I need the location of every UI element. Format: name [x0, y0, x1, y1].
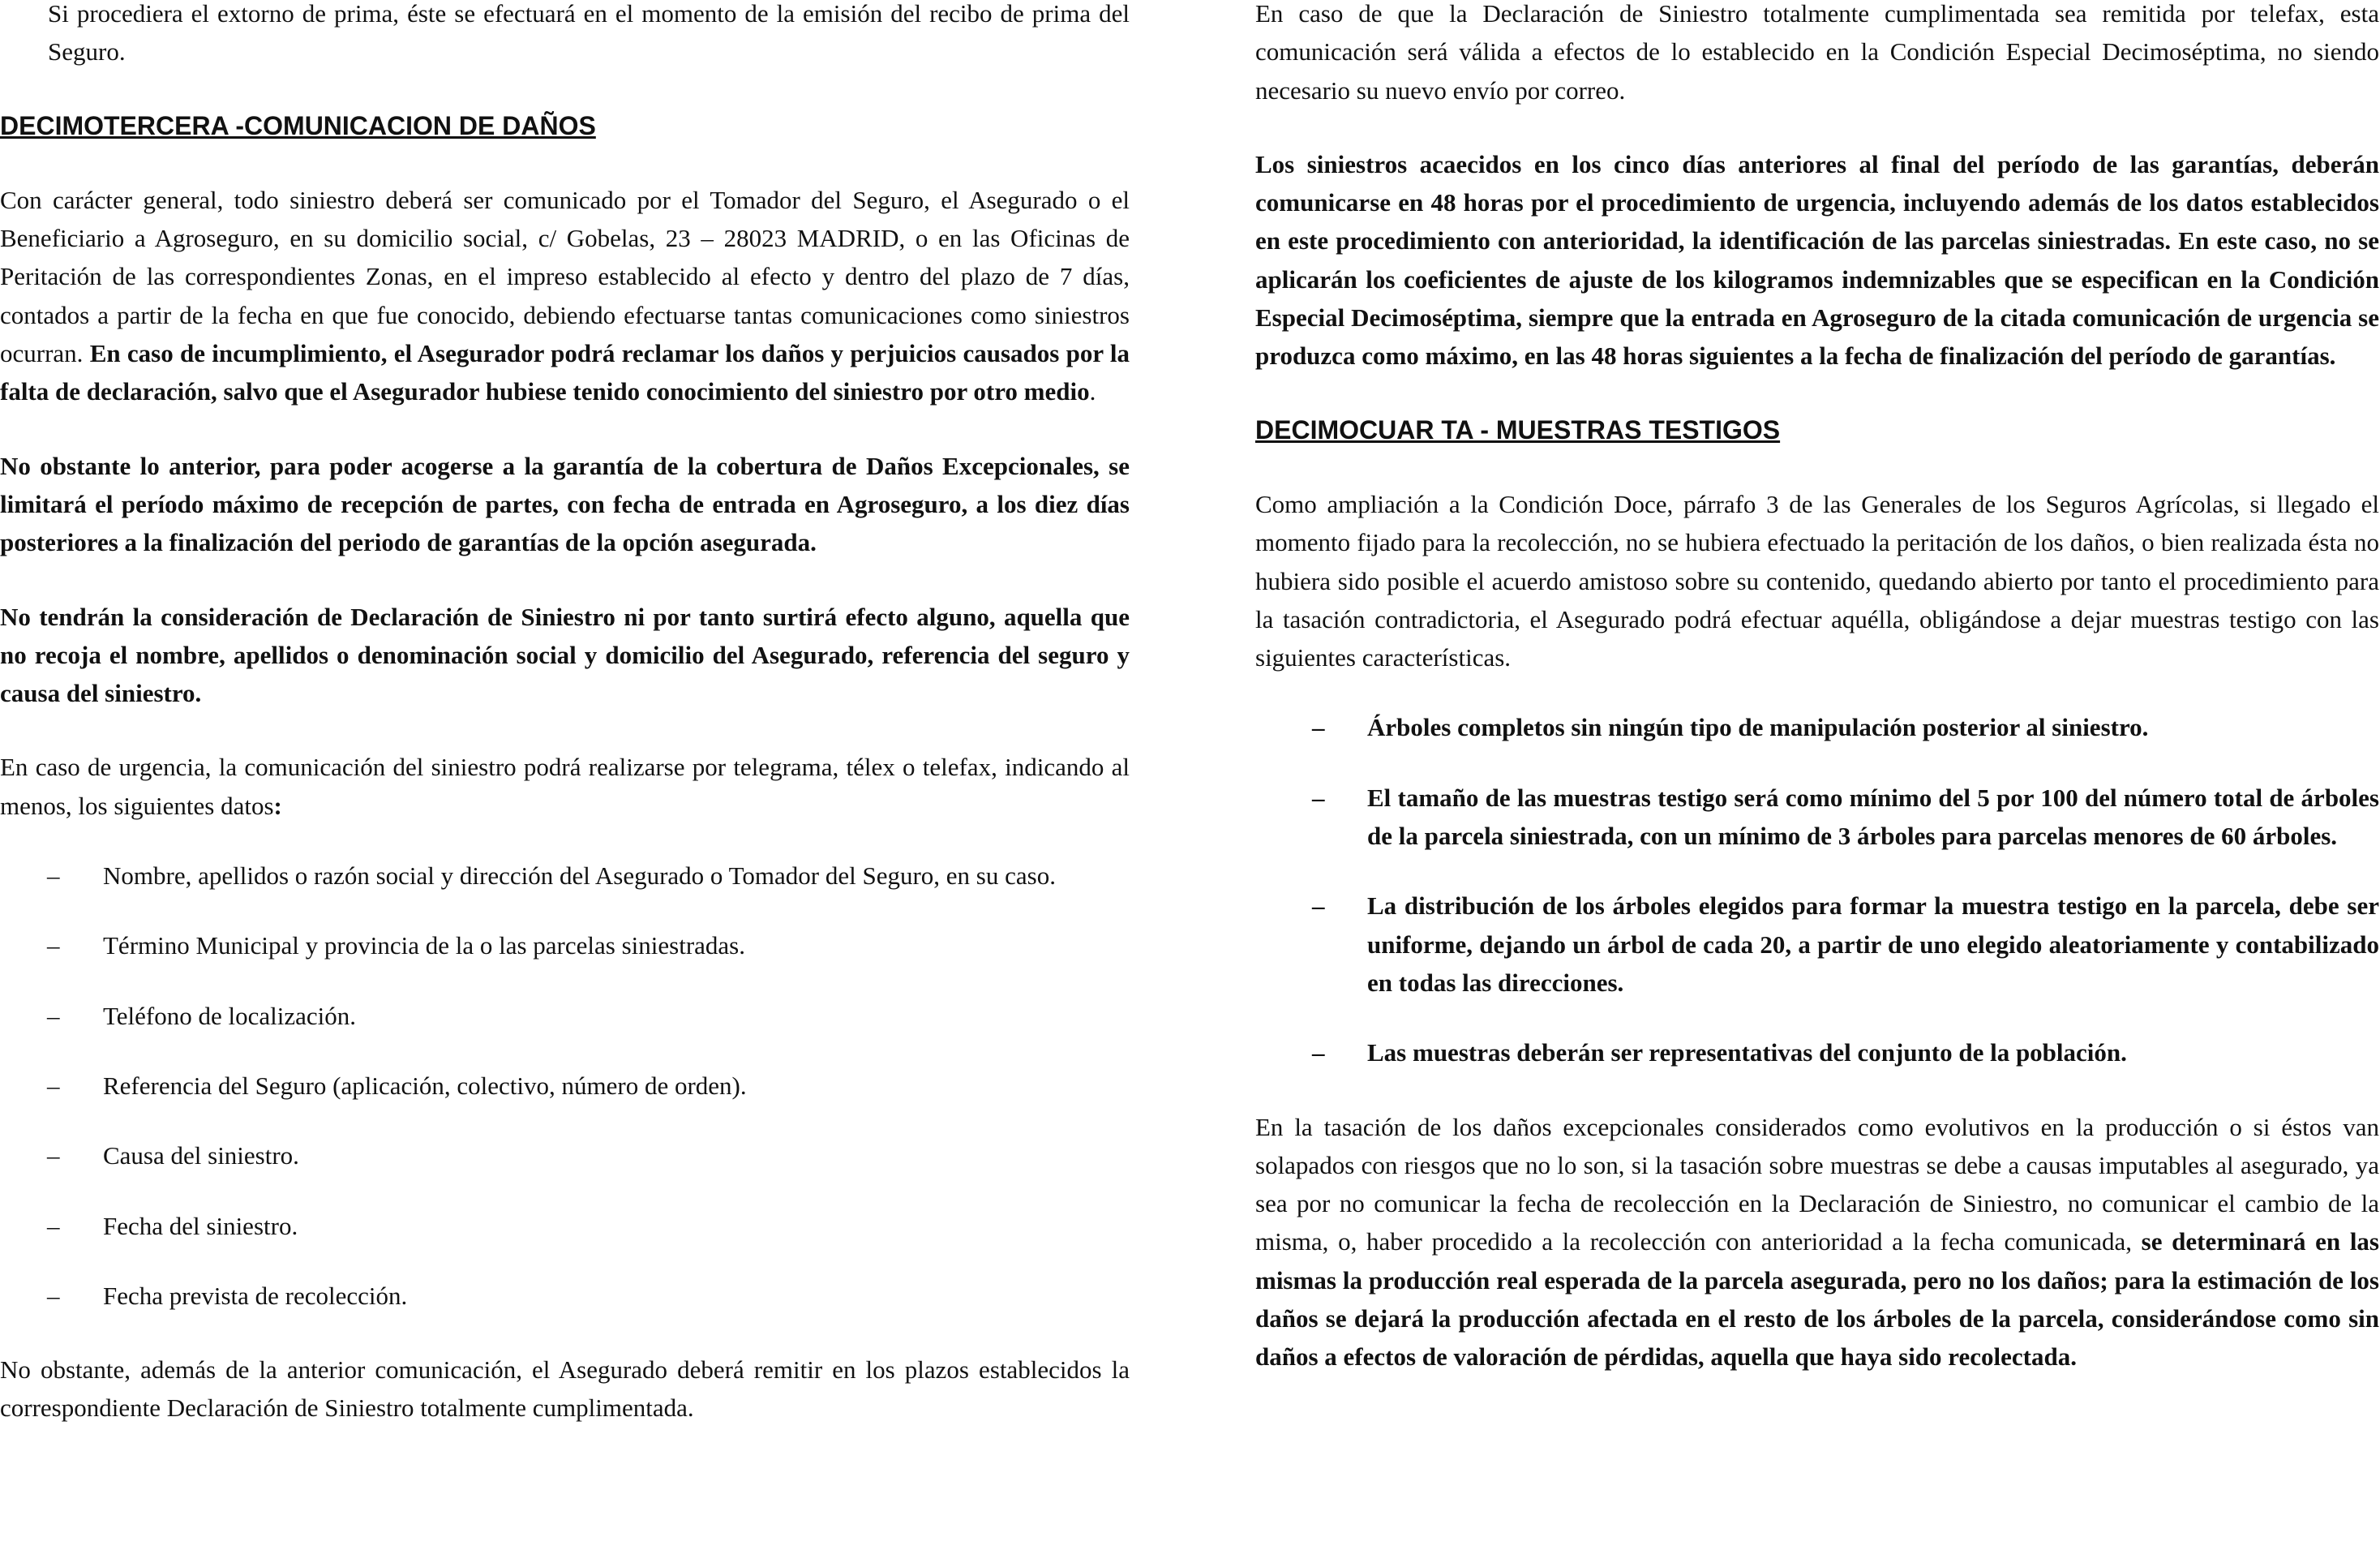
notification-end: .	[1089, 377, 1096, 406]
dash-marker: –	[1312, 891, 1325, 921]
list-item-text: El tamaño de las muestras testigo será como mínimo del 5 por 100 del número total de árboles de la parcela siniestrada, con un mínimo de 3 árboles para parcelas menores de 60 árboles.	[1367, 783, 2379, 851]
invalid-declaration-paragraph: No tendrán la consideración de Declaración de Siniestro ni por tanto surtirá efecto alguno, aquella que no recoja el nombre, apellidos o denominación social y domicilio del Asegurado, referencia del seguro y causa del siniestro.	[0, 602, 1130, 708]
dash-marker: –	[1312, 713, 1325, 742]
dash-marker: –	[47, 861, 60, 891]
urgency-text: En caso de urgencia, la comunicación del siniestro podrá realizarse por telegrama, télex o telefax, indicando al menos, los siguientes datos	[0, 753, 1130, 820]
dash-marker: –	[1312, 1038, 1325, 1067]
dash-marker: –	[47, 1141, 60, 1170]
valuation-text: En la tasación de los daños excepcionales considerados como evolutivos en la producción o si éstos van solapados con riesgos que no lo son, si la tasación sobre muestras se debe a causas imputables al asegurado, ya sea por no comunicar la fecha de recolección en la Declaración de Siniestro, no comunicar el cambio de la misma, o, haber procedido a la recolección con anterioridad a la fecha comunicada,	[1255, 1112, 2379, 1256]
list-item	[0, 997, 1130, 1035]
dash-marker: –	[47, 1211, 60, 1240]
section-13-heading: DECIMOTERCERA -COMUNICACION DE DAÑOS	[0, 110, 596, 140]
telefax-paragraph: En caso de que la Declaración de Siniestro totalmente cumplimentada sea remitida por telefax, esta comunicación será válida a efectos de lo establecido en la Condición Especial Decimoséptima, no siendo necesario su nuevo envío por correo.	[1255, 0, 2379, 105]
list-item-text: Referencia del Seguro (aplicación, colectivo, número de orden).	[103, 1071, 747, 1100]
dash-marker: –	[1312, 783, 1325, 812]
list-item	[1255, 708, 2379, 746]
list-item	[1255, 1033, 2379, 1071]
urgency-paragraph	[0, 748, 1130, 825]
list-item	[1255, 887, 2379, 1002]
right-column	[1255, 0, 2379, 1376]
list-item-text: Término Municipal y provincia de la o las parcelas siniestradas.	[103, 931, 745, 960]
list-item	[0, 1136, 1130, 1174]
required-data-list	[0, 857, 1130, 1315]
sample-characteristics-list	[1255, 708, 2379, 1071]
dash-marker: –	[47, 931, 60, 960]
list-item	[0, 1277, 1130, 1315]
five-days-paragraph: Los siniestros acaecidos en los cinco días anteriores al final del período de las garantías, deberán comunicarse en 48 horas por el procedimiento de urgencia, incluyendo además de los datos establecidos en este procedimiento con anterioridad, la identificación de las parcelas siniestradas. En este caso, no se aplicarán los coeficientes de ajuste de los kilogramos indemnizables que se especifican en la Condición Especial Decimoséptima, siempre que la entrada en Agroseguro de la citada comunicación de urgencia se produzca como máximo, en las 48 horas siguientes a la fecha de finalización del período de garantías.	[1255, 149, 2379, 371]
notification-bold-text: En caso de incumplimiento, el Asegurador podrá reclamar los daños y perjuicios causados por la falta de declaración, salvo que el Asegurador hubiese tenido conocimiento del siniestro por otro medio	[0, 339, 1130, 406]
dash-marker: –	[47, 1071, 60, 1100]
intro-paragraph: Si procediera el extorno de prima, éste se efectuará en el momento de la emisión del recibo de prima del Seguro.	[48, 0, 1130, 67]
urgency-colon: :	[273, 791, 282, 820]
exceptional-damages-paragraph: No obstante lo anterior, para poder acogerse a la garantía de la cobertura de Daños Excepcionales, se limitará el período máximo de recepción de partes, con fecha de entrada en Agroseguro, a los diez días posteriores a la finalización del periodo de garantías de la opción asegurada.	[0, 451, 1130, 557]
valuation-paragraph	[1255, 1108, 2379, 1376]
dash-marker: –	[47, 1001, 60, 1030]
list-item	[0, 857, 1130, 895]
list-item-text: Nombre, apellidos o razón social y dirección del Asegurado o Tomador del Seguro, en su caso.	[103, 861, 1056, 891]
list-item	[0, 926, 1130, 964]
samples-intro-paragraph: Como ampliación a la Condición Doce, párrafo 3 de las Generales de los Seguros Agrícolas, si llegado el momento fijado para la recolección, no se hubiera efectuado la peritación de los daños, o bien realizada ésta no hubiera sido posible el acuerdo amistoso sobre su contenido, quedando abierto por tanto el procedimiento para la tasación contradictoria, el Asegurado podrá efectuar aquélla, obligándose a dejar muestras testigo con las siguientes características.	[1255, 489, 2379, 672]
declaration-paragraph: No obstante, además de la anterior comunicación, el Asegurado deberá remitir en los plazos establecidos la correspondiente Declaración de Siniestro totalmente cumplimentada.	[0, 1355, 1130, 1423]
valuation-bold-text: se determinará en las mismas la producción real esperada de la parcela asegurada, pero no los daños; para la estimación de los daños se dejará la producción afectada en el resto de los árboles de la parcela, considerándose como sin daños a efectos de valoración de pérdidas, aquella que haya sido recolectada.	[1255, 1227, 2379, 1372]
notification-paragraph	[0, 181, 1130, 411]
section-14-heading: DECIMOCUAR TA - MUESTRAS TESTIGOS	[1255, 414, 1781, 444]
list-item-text: Fecha prevista de recolección.	[103, 1281, 408, 1310]
list-item-text: Teléfono de localización.	[103, 1001, 356, 1030]
list-item	[0, 1067, 1130, 1105]
list-item-text: Las muestras deberán ser representativas del conjunto de la población.	[1367, 1038, 2127, 1067]
list-item-text: Fecha del siniestro.	[103, 1211, 298, 1240]
left-column	[0, 0, 1130, 1428]
list-item	[0, 1207, 1130, 1245]
notification-text: Con carácter general, todo siniestro deberá ser comunicado por el Tomador del Seguro, el Asegurado o el Beneficiario a Agroseguro, en su domicilio social, c/ Gobelas, 23 – 28023 MADRID, o en las Oficinas de Peritación de las correspondientes Zonas, en el impreso establecido al efecto y dentro del plazo de 7 días, contados a partir de la fecha en que fue conocido, debiendo efectuarse tantas comunicaciones como siniestros ocurran.	[0, 185, 1130, 368]
list-item	[1255, 779, 2379, 856]
list-item-text: Causa del siniestro.	[103, 1141, 299, 1170]
list-item-text: La distribución de los árboles elegidos para formar la muestra testigo en la parcela, debe ser uniforme, dejando un árbol de cada 20, a partir de uno elegido aleatoriamente y contabilizado en todas las direcciones.	[1367, 891, 2379, 997]
dash-marker: –	[47, 1281, 60, 1310]
list-item-text: Árboles completos sin ningún tipo de manipulación posterior al siniestro.	[1367, 713, 2149, 742]
